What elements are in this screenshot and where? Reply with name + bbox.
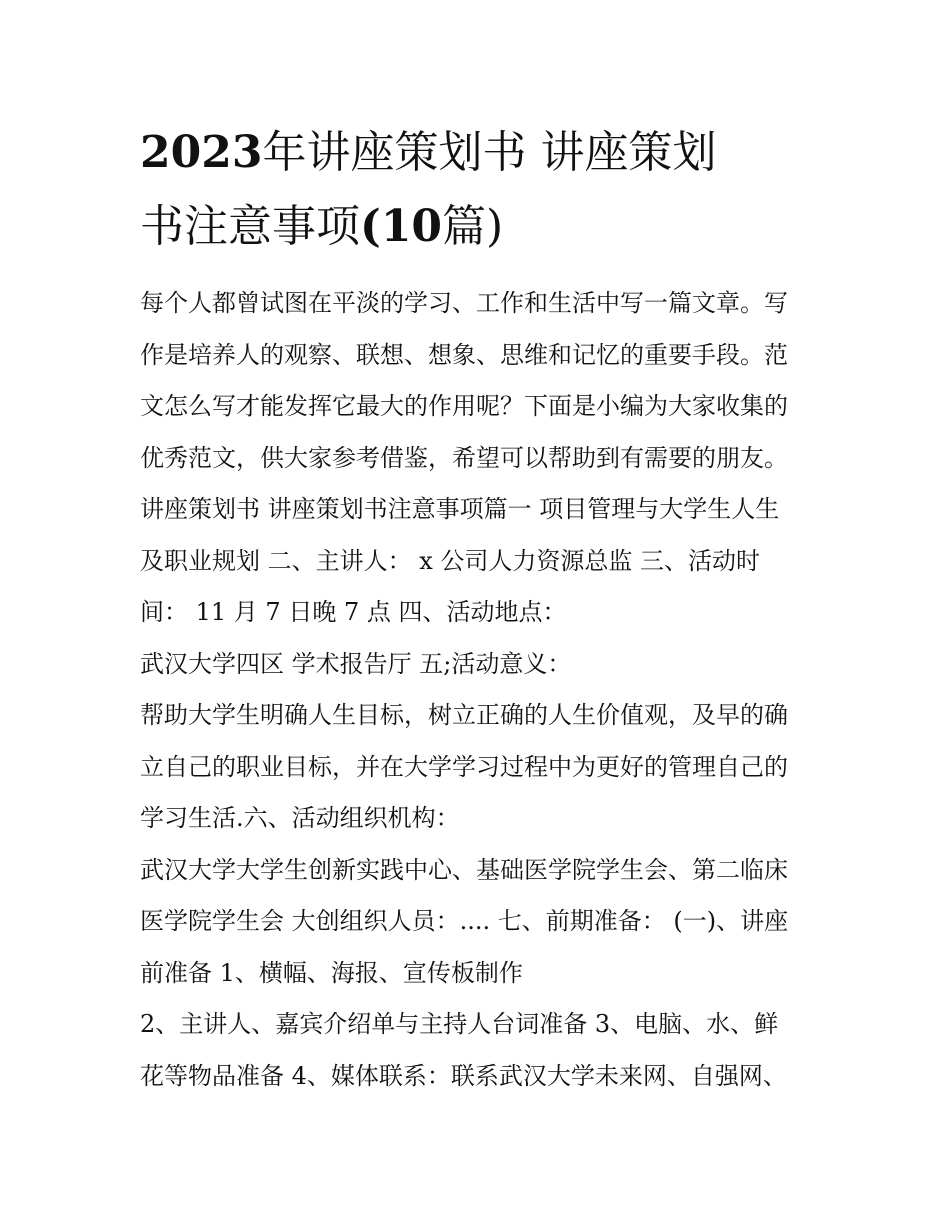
- body-line: 帮助大学生明确人生目标，树立正确的人生价值观，及早的确: [140, 701, 788, 729]
- page-title: [140, 116, 820, 264]
- body-line: 2、主讲人、嘉宾介绍单与主持人台词准备 3、电脑、水、鲜: [140, 1010, 779, 1038]
- body-line: 及职业规划 二、主讲人： x 公司人力资源总监 三、活动时: [140, 546, 761, 575]
- title-text-3: 篇): [442, 201, 504, 252]
- body-line: 武汉大学大学生创新实践中心、基础医学院学生会、第二临床: [140, 855, 788, 884]
- title-count: (10: [360, 201, 443, 252]
- body-line: 武汉大学四区 学术报告厅 五;活动意义：: [140, 649, 572, 678]
- title-text-1: 年讲座策划书 讲座策划: [262, 127, 717, 178]
- title-line-1: [140, 116, 820, 190]
- body-line: 医学院学生会 大创组织人员：.... 七、前期准备： (一)、讲座: [140, 907, 789, 935]
- body-line: 讲座策划书 讲座策划书注意事项篇一 项目管理与大学生人生: [140, 495, 780, 523]
- title-year: 2023: [140, 127, 263, 178]
- title-text-2: 书注意事项: [140, 201, 360, 252]
- body-line: 间： 11 月 7 日晚 7 点 四、活动地点：: [140, 598, 567, 626]
- body-line: 作是培养人的观察、联想、想象、思维和记忆的重要手段。范: [140, 340, 788, 369]
- body-line: 每个人都曾试图在平淡的学习、工作和生活中写一篇文章。写: [140, 289, 788, 317]
- title-line-2: [140, 190, 820, 264]
- body-line: 文怎么写才能发挥它最大的作用呢？下面是小编为大家收集的: [140, 392, 788, 420]
- body-line: 前准备 1、横幅、海报、宣传板制作: [140, 958, 523, 987]
- body-line: 立自己的职业目标，并在大学学习过程中为更好的管理自己的: [140, 752, 788, 781]
- body-line: 优秀范文，供大家参考借鉴，希望可以帮助到有需要的朋友。: [140, 443, 788, 472]
- body-line: 学习生活.六、活动组织机构：: [140, 804, 460, 832]
- document-body: [140, 278, 820, 1102]
- body-line: 花等物品准备 4、媒体联系：联系武汉大学未来网、自强网、: [140, 1061, 787, 1090]
